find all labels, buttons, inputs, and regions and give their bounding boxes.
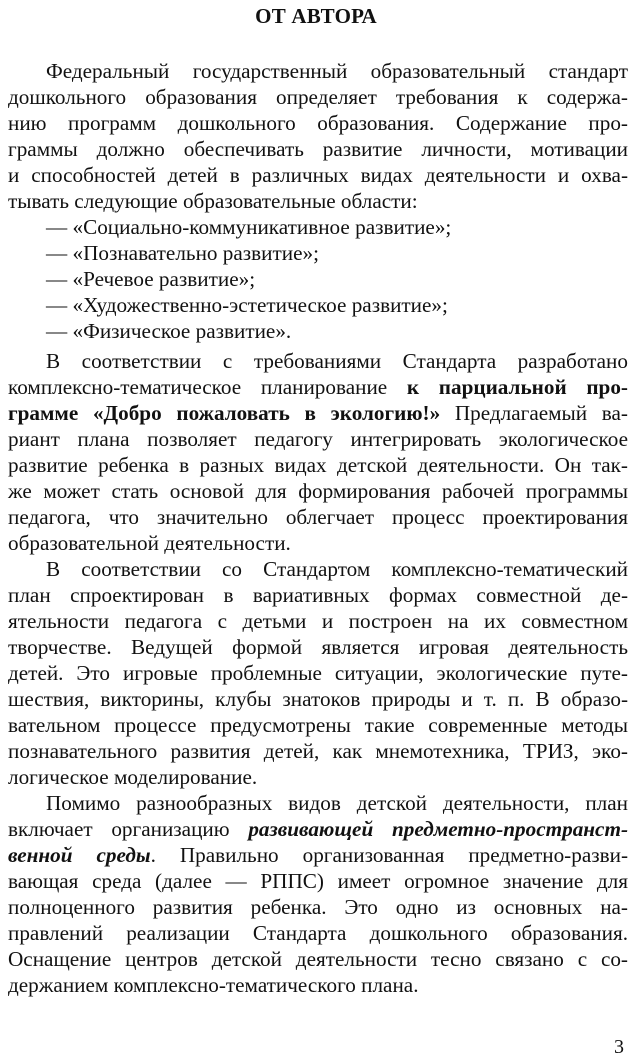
text-segment: комплексно-тематическое планирование bbox=[8, 375, 407, 399]
text-segment: Федеральный государственный образовательный стандарт bbox=[46, 59, 628, 83]
text-segment: логическое моделирование. bbox=[8, 765, 258, 789]
text-segment: нию программ дошкольного образования. Содержание про- bbox=[8, 111, 628, 135]
text-line bbox=[8, 188, 628, 214]
text-line bbox=[46, 58, 628, 84]
text-segment: граммы должно обеспечивать развитие личности, мотивации bbox=[8, 137, 628, 161]
text-segment: Оснащение центров детской деятельности тесно связано с со- bbox=[8, 947, 628, 971]
text-line bbox=[8, 426, 628, 452]
text-line bbox=[46, 556, 628, 582]
text-segment: детей. Это игровые проблемные ситуации, экологические путе- bbox=[8, 661, 628, 685]
text-line bbox=[46, 266, 628, 292]
text-line bbox=[8, 738, 628, 764]
text-line bbox=[8, 504, 628, 530]
text-segment: — «Познавательно развитие»; bbox=[46, 241, 319, 265]
text-segment: педагога, что значительно облегчает процесс проектирования bbox=[8, 505, 628, 529]
text-segment: В соответствии со Стандартом комплексно-тематический bbox=[46, 557, 628, 581]
text-line bbox=[46, 318, 628, 344]
text-segment: дошкольного образования определяет требования к содержа- bbox=[8, 85, 628, 109]
text-segment: — «Социально-коммуникативное развитие»; bbox=[46, 215, 452, 239]
text-segment: тывать следующие образовательные области: bbox=[8, 189, 418, 213]
text-line bbox=[8, 478, 628, 504]
text-segment: — «Художественно-эстетическое развитие»; bbox=[46, 293, 448, 317]
text-line bbox=[8, 452, 628, 478]
text-line bbox=[8, 374, 628, 400]
text-segment: держанием комплексно-тематического плана. bbox=[8, 973, 419, 997]
text-segment: ятельности педагога с детьми и построен на их совместном bbox=[8, 609, 628, 633]
text-segment: — «Физическое развитие». bbox=[46, 319, 292, 343]
emphasis-segment: венной среды bbox=[8, 843, 151, 867]
text-line bbox=[46, 348, 628, 374]
text-line bbox=[8, 530, 628, 556]
page-title: ОТ АВТОРА bbox=[255, 4, 377, 28]
text-line bbox=[8, 136, 628, 162]
text-line bbox=[8, 764, 628, 790]
text-line bbox=[8, 162, 628, 188]
text-segment: В соответствии с требованиями Стандарта разработано bbox=[46, 349, 628, 373]
text-segment: вающая среда (далее — РППС) имеет огромное значение для bbox=[8, 869, 628, 893]
text-segment: и способностей детей в различных видах деятельности и охва- bbox=[8, 163, 628, 187]
text-segment: Помимо разнообразных видов детской деятельности, план bbox=[46, 791, 628, 815]
text-segment: образовательной деятельности. bbox=[8, 531, 291, 555]
text-segment: риант плана позволяет педагогу интегрировать экологическое bbox=[8, 427, 628, 451]
text-line bbox=[46, 240, 628, 266]
text-segment: Предлагаемый ва- bbox=[440, 401, 628, 425]
text-segment: — «Речевое развитие»; bbox=[46, 267, 256, 291]
page-number: 3 bbox=[614, 1036, 624, 1058]
text-segment: включает организацию bbox=[8, 817, 249, 841]
text-line bbox=[8, 920, 628, 946]
text-line bbox=[8, 816, 628, 842]
text-line bbox=[8, 894, 628, 920]
text-line bbox=[8, 946, 628, 972]
emphasis-segment: развивающей предметно-пространст- bbox=[248, 817, 628, 841]
text-line bbox=[8, 400, 628, 426]
text-line bbox=[46, 214, 628, 240]
text-segment: шествия, викторины, клубы знатоков природы и т. п. В образо- bbox=[8, 687, 628, 711]
text-line bbox=[8, 972, 628, 998]
text-line bbox=[46, 292, 628, 318]
text-segment: . Правильно организованная предметно-разви- bbox=[150, 843, 628, 867]
text-line bbox=[8, 634, 628, 660]
text-segment: творчестве. Ведущей формой является игровая деятельность bbox=[8, 635, 628, 659]
text-line bbox=[8, 608, 628, 634]
text-line bbox=[46, 790, 628, 816]
text-segment: план спроектирован в вариативных формах совместной де- bbox=[8, 583, 628, 607]
text-segment: познавательного развития детей, как мнемотехника, ТРИЗ, эко- bbox=[8, 739, 628, 763]
text-line bbox=[8, 110, 628, 136]
text-line bbox=[8, 868, 628, 894]
text-line bbox=[8, 686, 628, 712]
emphasis-segment: к парциальной про- bbox=[406, 375, 628, 399]
text-line bbox=[8, 582, 628, 608]
text-segment: правлений реализации Стандарта дошкольного образования. bbox=[8, 921, 628, 945]
text-line bbox=[8, 84, 628, 110]
emphasis-segment: грамме «Добро пожаловать в экологию!» bbox=[8, 401, 441, 425]
text-segment: же может стать основой для формирования рабочей программы bbox=[8, 479, 628, 503]
text-line bbox=[8, 712, 628, 738]
text-segment: развитие ребенка в разных видах детской деятельности. Он так- bbox=[8, 453, 628, 477]
text-line bbox=[8, 660, 628, 686]
text-segment: вательном процессе предусмотрены такие современные методы bbox=[8, 713, 628, 737]
text-line bbox=[8, 842, 628, 868]
text-segment: полноценного развития ребенка. Это одно из основных на- bbox=[8, 895, 628, 919]
